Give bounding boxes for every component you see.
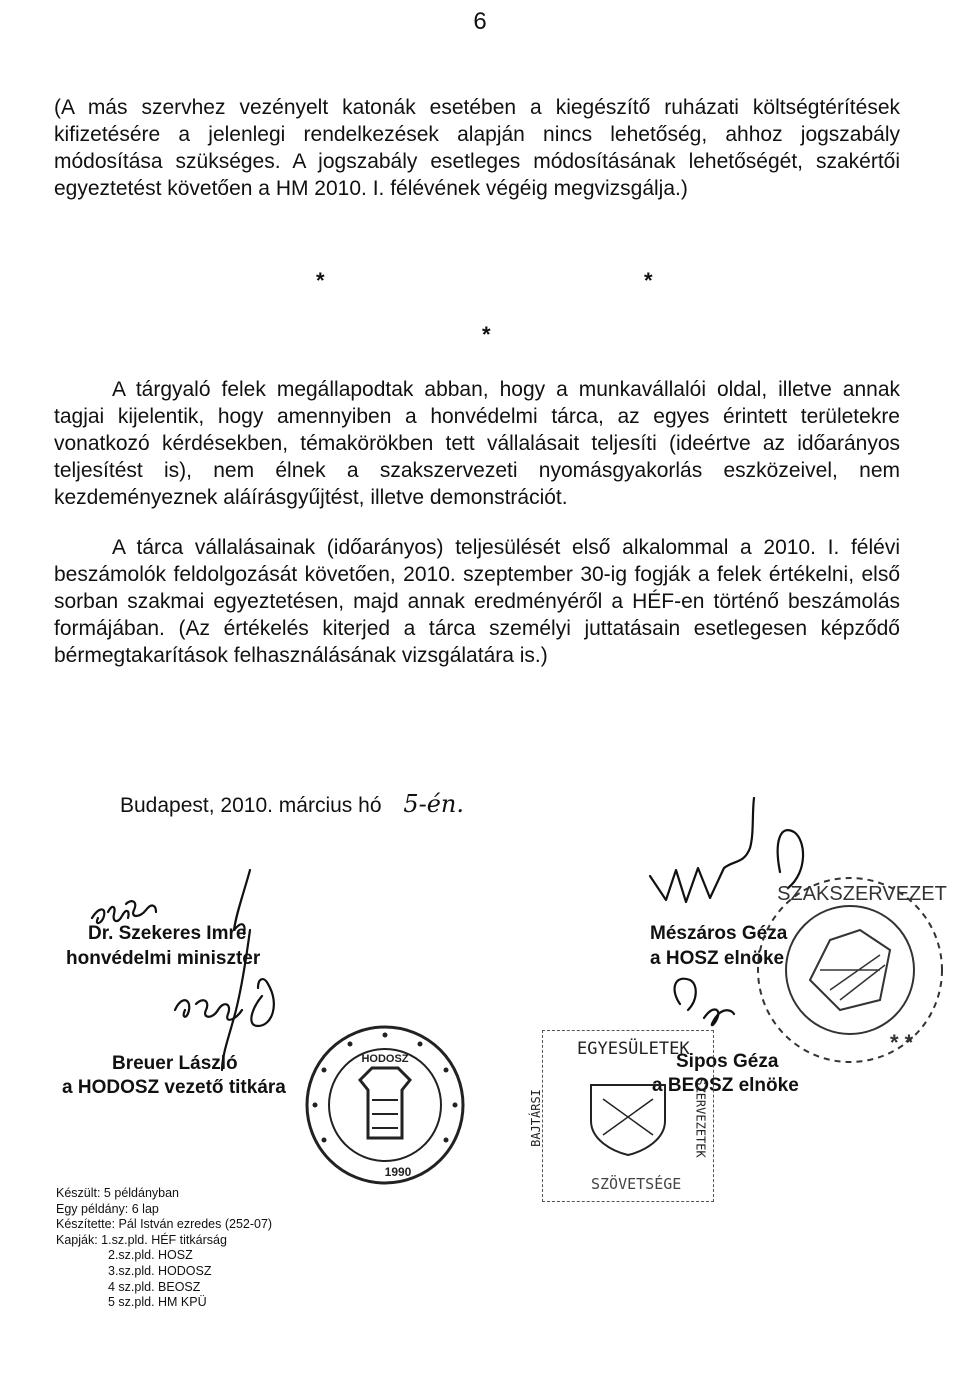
signatory-sipos-name: Sipos Géza (676, 1051, 779, 1072)
footer-line-kapjak: Kapják: 1.sz.pld. HÉF titkárság (56, 1232, 227, 1247)
hosz-stamp (750, 870, 950, 1070)
hosz-stamp-stars: * * (890, 1030, 914, 1055)
footer-line-beosz: 4 sz.pld. BEOSZ (108, 1279, 201, 1294)
hodosz-stamp-year: 1990 (384, 1165, 412, 1179)
hodosz-stamp-text: HODOSZ (361, 1053, 409, 1065)
signatory-meszaros-title: a HOSZ elnöke (650, 948, 785, 969)
footer-line-keszitette: Készítette: Pál István ezredes (252-07) (56, 1217, 273, 1232)
separator-star-right: * (644, 268, 653, 293)
footer-line-peldany: Egy példány: 6 lap (56, 1201, 159, 1216)
signature-sipos (675, 979, 734, 1026)
beosz-stamp-bottom-text: SZÖVETSÉGE (591, 1175, 682, 1193)
separator-star-left: * (316, 268, 325, 293)
footer-line-hodosz: 3.sz.pld. HODOSZ (108, 1263, 212, 1278)
date-printed: Budapest, 2010. március hó (120, 794, 382, 817)
signatory-szekeres-name: Dr. Szekeres Imre (88, 923, 247, 944)
signatory-meszaros-name: Mészáros Géza (650, 923, 788, 944)
signature-breuer (175, 979, 274, 1026)
beosz-stamp-shield (583, 1077, 673, 1157)
paragraph-ertekeles: A tárca vállalásainak (időarányos) teljesülését első alkalommal a 2010. I. félévi beszámolók feldolgozását követően, 2010. szeptember 30-ig fogják a felek értékelni, első sorban szakmai egyeztetésen, majd annak eredményéről a HÉF-en történő beszámolás formájában. (Az értékelés kiterjed a tárca személyi juttatásain esetlegesen képződő bérmegtakarítások felhasználásának vizsgálatára is.) (54, 536, 900, 667)
page-number: 6 (473, 8, 487, 35)
distribution-list (56, 1186, 272, 1311)
signatory-szekeres-title: honvédelmi miniszter (66, 948, 261, 969)
hodosz-stamp (300, 1020, 470, 1190)
hosz-stamp-text: SZAKSZERVEZET (777, 883, 947, 905)
beosz-stamp (528, 1030, 714, 1202)
paragraph-megallapodas: A tárgyaló felek megállapodtak abban, hogy a munkavállalói oldal, illetve annak tagjai kijelentik, hogy amennyiben a honvédelmi tárca, az egyes érintett területekre vonatkozó kérdésekben, témakörökben tett vállalásait teljesíti (ideértve az időarányos teljesítést is), nem élnek a szakszervezeti nyomásgyakorlás eszközeivel, nem kezdeményeznek aláírásgyűjtést, illetve demonstrációt. (54, 378, 900, 509)
beosz-stamp-left-text: BAJTÁRSI (528, 1089, 543, 1147)
signatory-breuer-title: a HODOSZ vezető titkára (62, 1077, 286, 1098)
date-handwritten: 5-én. (403, 790, 465, 818)
footer-line-hmkpu: 5 sz.pld. HM KPÜ (108, 1295, 207, 1310)
footer-line-keszult: Készült: 5 példányban (56, 1186, 180, 1200)
beosz-stamp-right-text: SZERVEZETEK (693, 1078, 708, 1158)
footer-line-hosz: 2.sz.pld. HOSZ (108, 1248, 193, 1263)
signatory-breuer-name: Breuer László (112, 1053, 238, 1074)
beosz-stamp-top-text: EGYESÜLETEK (577, 1039, 690, 1059)
signatory-sipos-title: a BEOSZ elnöke (652, 1075, 799, 1096)
separator-star-center: * (482, 322, 491, 347)
paragraph-ruhazati: (A más szervhez vezényelt katonák esetében a kiegészítő ruházati költségtérítések kifizetésére a jelenlegi rendelkezések alapján nincs lehetőség, ahhoz jogszabály módosítása szükséges. A jogszabály esetleges módosításának lehetőségét, szakértői egyeztetést követően a HM 2010. I. félévének végéig megvizsgálja.) (54, 96, 900, 200)
